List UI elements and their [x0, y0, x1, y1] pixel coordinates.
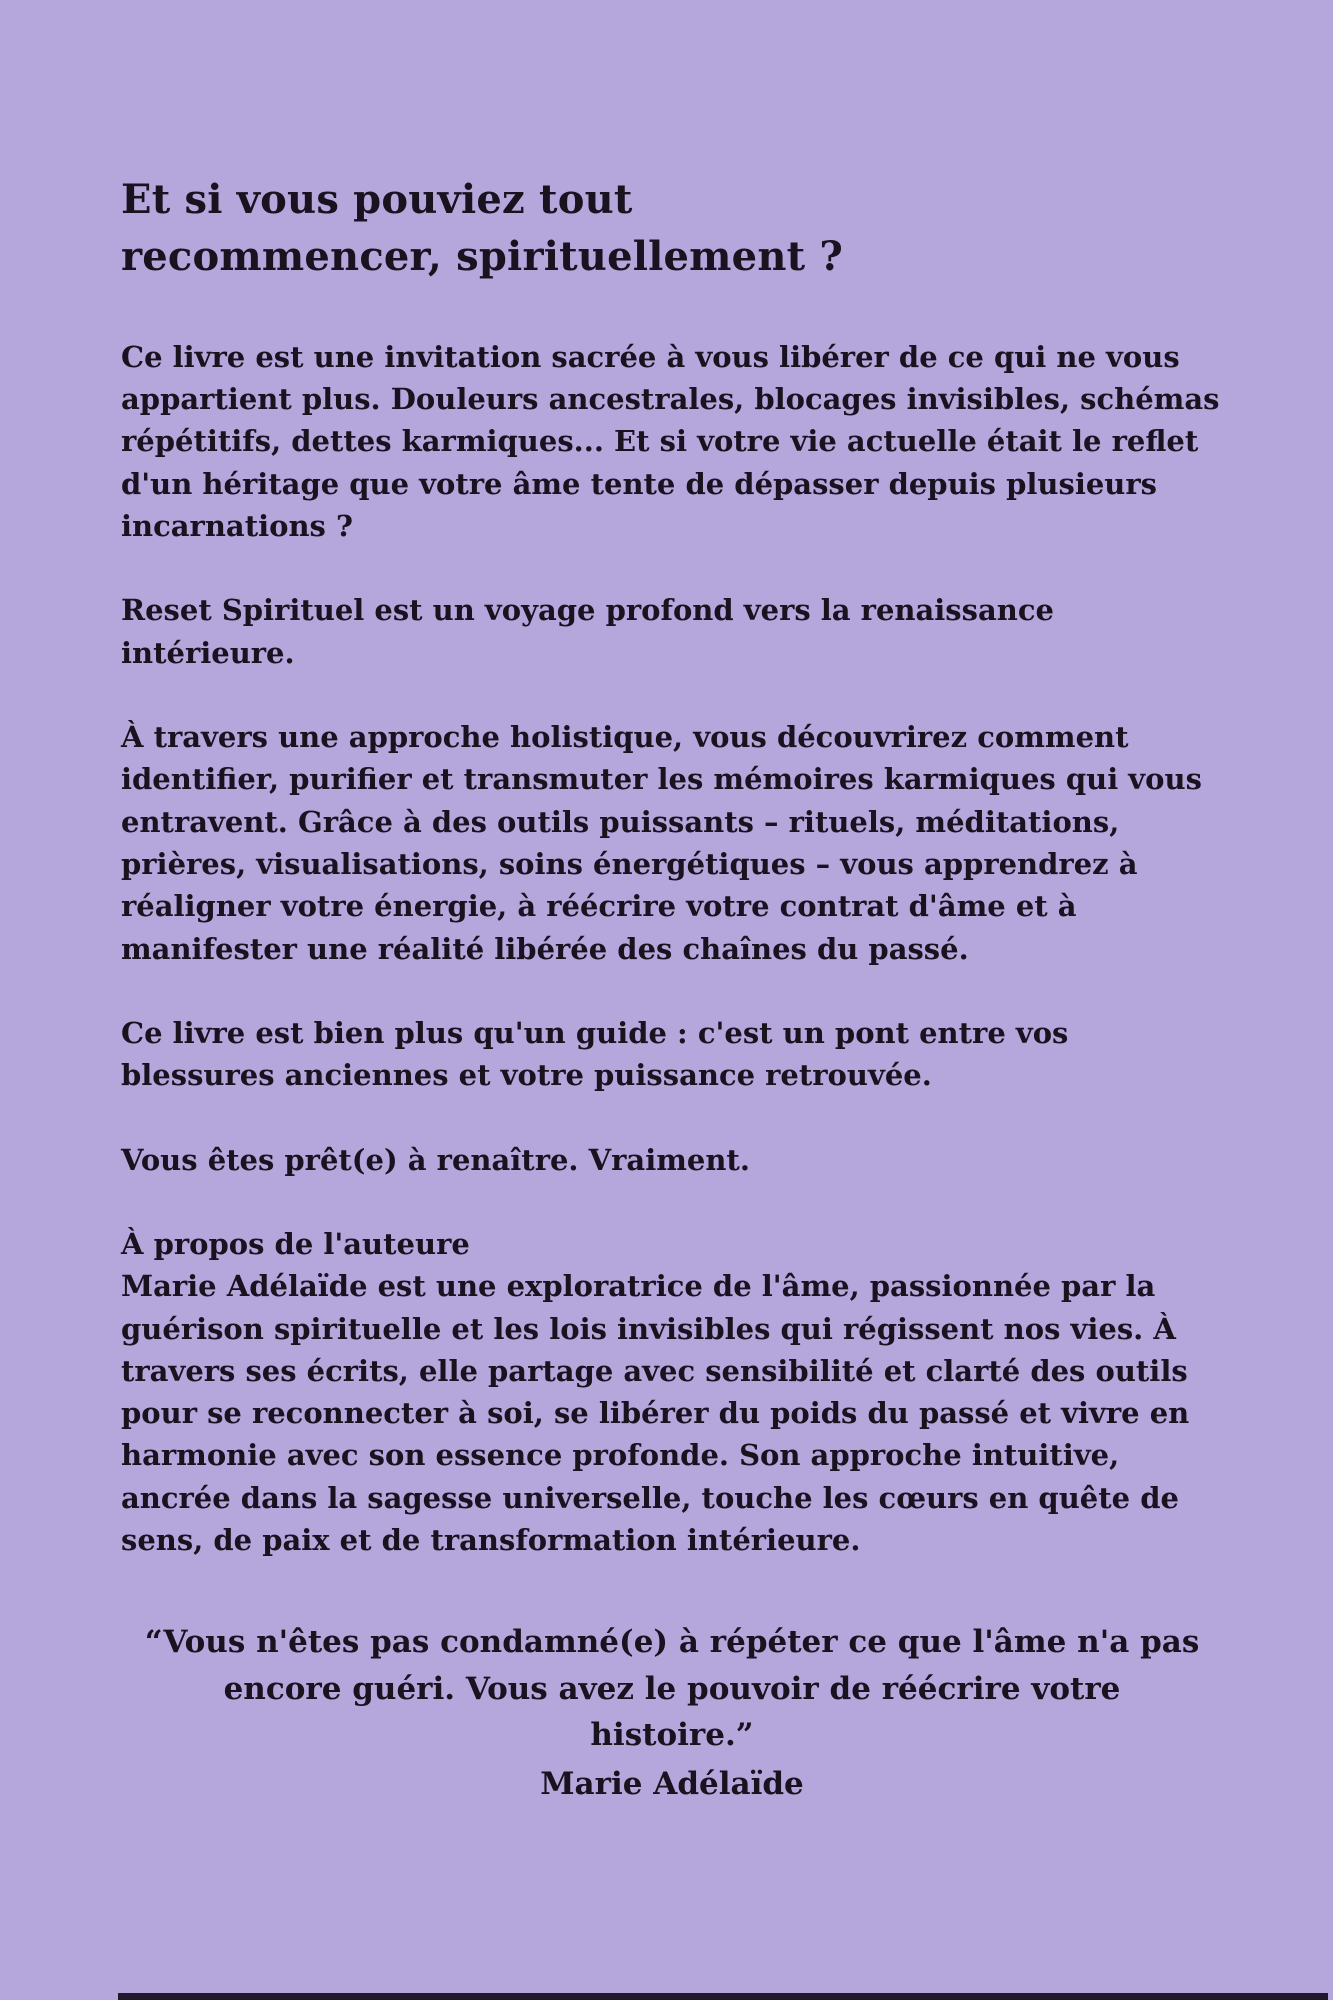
about-author-title: À propos de l'auteure	[121, 1226, 470, 1261]
bottom-edge-bar	[118, 1993, 1328, 2000]
about-author-section	[121, 1223, 1223, 1562]
about-author-text: Marie Adélaïde est une exploratrice de l'âme, passionnée par la guérison spirituelle et les lois invisibles qui régissent nos vies. À travers ses écrits, elle partage avec sensibilité et clarté des outils pour se reconnecter à soi, se libérer du poids du passé et vivre en harmonie avec son essence profonde. Son approche intuitive, ancrée dans la sagesse universelle, touche les cœurs en quête de sens, de paix et de transformation intérieure.	[121, 1269, 1190, 1558]
paragraph-bridge: Ce livre est bien plus qu'un guide : c'est un pont entre vos blessures anciennes et votre puissance retrouvée.	[121, 1015, 1069, 1093]
page-title: Et si vous pouviez tout recommencer, spirituellement ?	[121, 176, 844, 280]
quote-text: “Vous n'êtes pas condamné(e) à répéter ce que l'âme n'a pas encore guéri. Vous avez le pouvoir de réécrire votre histoire.”	[144, 1624, 1200, 1754]
paragraph-approach: À travers une approche holistique, vous découvrirez comment identifier, purifier et transmuter les mémoires karmiques qui vous entravent. Grâce à des outils puissants – rituels, méditations, prières, visualisations, soins énergétiques – vous apprendrez à réaligner votre énergie, à réécrire votre contrat d'âme et à manifester une réalité libérée des chaînes du passé.	[121, 719, 1202, 966]
quote-author: Marie Adélaïde	[540, 1765, 804, 1802]
paragraph-invitation: Ce livre est une invitation sacrée à vous libérer de ce qui ne vous appartient plus. Douleurs ancestrales, blocages invisibles, schémas répétitifs, dettes karmiques... Et si votre vie actuelle était le reflet d'un héritage que votre âme tente de dépasser depuis plusieurs incarnations ?	[121, 339, 1220, 543]
paragraph-tagline: Reset Spirituel est un voyage profond vers la renaissance intérieure.	[121, 593, 1054, 670]
paragraph-ready: Vous êtes prêt(e) à renaître. Vraiment.	[121, 1142, 750, 1177]
content-column	[121, 172, 1223, 1807]
quote-block	[121, 1619, 1223, 1807]
